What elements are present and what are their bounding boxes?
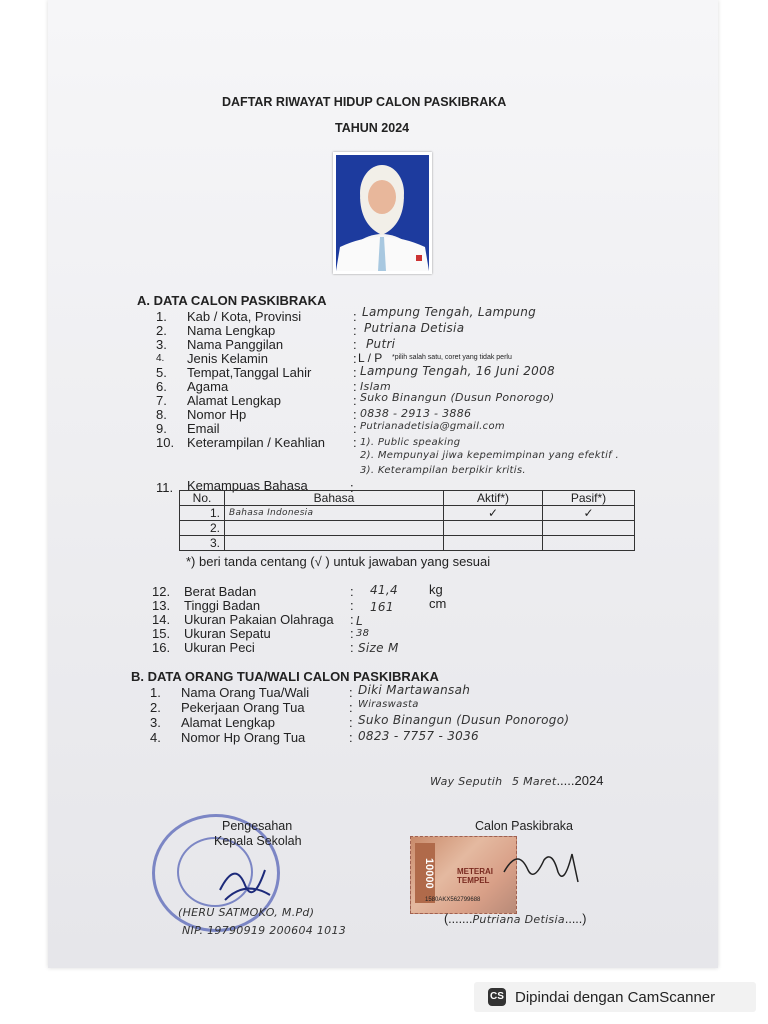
colon: : [349,700,353,715]
item-label: Pekerjaan Orang Tua [181,700,305,715]
approval-title: Pengesahan [222,819,293,833]
colon: : [350,480,354,495]
item-label: Alamat Lengkap [181,715,275,730]
principal-nip: NIP. 19790919 200604 1013 [182,924,347,937]
row-no: 3. [180,536,225,551]
row-bahasa: Bahasa Indonesia [225,506,444,521]
colon: : [353,351,357,366]
item-number: 1. [150,685,161,700]
document-year: TAHUN 2024 [335,121,410,135]
skill-2: 2). Mempunyai jiwa kepemimpinan yang efektif . [360,450,619,461]
camscanner-badge [474,982,756,1012]
colon: : [350,640,354,655]
item-label: Email [187,421,220,436]
header-aktif: Aktif*) [444,491,543,506]
colon: : [353,337,357,352]
principal-title: Kepala Sekolah [214,834,302,848]
item-value: Suko Binangun (Dusun Ponorogo) [360,391,555,404]
item-number: 7. [156,393,167,408]
colon: : [349,715,353,730]
language-label: Kemampuas Bahasa [187,478,308,493]
table-row [180,521,635,536]
colon: : [353,379,357,394]
item-number: 1. [156,309,167,324]
table-note: *) beri tanda centang (√ ) untuk jawaban yang sesuai [186,554,491,569]
row-aktif [444,521,543,536]
row-pasif [543,521,635,536]
candidate-sign-title: Calon Paskibraka [475,819,573,833]
row-no: 2. [180,521,225,536]
camscanner-label: Dipindai dengan CamScanner [515,989,716,1006]
item-number: 3. [156,337,167,352]
item-unit: kg [429,582,443,597]
row-aktif: ✓ [444,506,543,521]
item-value: Putriana Detisia [364,321,465,335]
gender-note: *pilih salah satu, coret yang tidak perlu [392,354,512,361]
portrait-figure [336,155,429,271]
item-value: Putri [366,337,396,351]
item-value: L / P [358,351,383,365]
item-value: Size M [358,641,399,655]
row-pasif [543,536,635,551]
item-value: 38 [356,628,370,639]
item-number: 15. [152,626,171,641]
candidate-photo [333,152,432,274]
item-label: Nama Panggilan [187,337,284,352]
table-header-row [180,491,635,506]
item-value: 0838 - 2913 - 3886 [360,407,472,420]
item-value: 41,4 [370,583,398,597]
header-bahasa: Bahasa [225,491,444,506]
item-value: Wiraswasta [358,699,419,710]
item-label: Ukuran Pakaian Olahraga [184,612,334,627]
row-aktif [444,536,543,551]
item-label: Jenis Kelamin [187,351,268,366]
principal-name: (HERU SATMOKO, M.Pd) [178,906,315,919]
row-bahasa [225,521,444,536]
item-value: Lampung Tengah, 16 Juni 2008 [360,364,555,378]
table-row [180,506,635,521]
item-value: L [356,614,363,628]
item-number: 2. [150,700,161,715]
colon: : [349,685,353,700]
item-label: Kab / Kota, Provinsi [187,309,302,324]
colon: : [353,365,357,380]
item-value: 1). Public speaking [360,437,461,448]
colon: : [353,393,357,408]
signoff-date [430,773,620,788]
item-number: 4. [156,353,165,364]
item-label: Berat Badan [184,584,257,599]
item-number: 3. [150,715,161,730]
colon: : [353,435,357,450]
item-label: Tempat,Tanggal Lahir [187,365,312,380]
item-number: 6. [156,379,167,394]
item-value: 161 [370,600,394,614]
row-pasif: ✓ [543,506,635,521]
signoff-year: 2024 [574,773,604,788]
item-number: 4. [150,730,161,745]
item-label: Keterampilan / Keahlian [187,435,326,450]
item-value: Diki Martawansah [358,683,471,697]
item-number: 16. [152,640,171,655]
item-value: Suko Binangun (Dusun Ponorogo) [358,713,570,727]
item-number: 14. [152,612,171,627]
item-number: 2. [156,323,167,338]
item-value: Putrianadetisia@gmail.com [360,421,505,432]
language-table [179,490,635,551]
section-a-heading: A. DATA CALON PASKIBRAKA [137,293,327,308]
item-number: 9. [156,421,167,436]
item-label: Nama Lengkap [187,323,276,338]
item-value: Islam [360,380,391,393]
table-row [180,536,635,551]
colon: : [353,323,357,338]
item-label: Alamat Lengkap [187,393,281,408]
item-number: 13. [152,598,171,613]
item-label: Nomor Hp Orang Tua [181,730,306,745]
colon: : [350,626,354,641]
colon: : [353,407,357,422]
colon: : [349,730,353,745]
section-b-heading: B. DATA ORANG TUA/WALI CALON PASKIBRAKA [131,669,439,684]
colon: : [350,612,354,627]
candidate-sign-name: (.......Putriana Detisia.....) [444,912,587,926]
item-number: 10. [156,435,175,450]
colon: : [350,598,354,613]
colon: : [353,421,357,436]
header-no: No. [180,491,225,506]
item-value: Lampung Tengah, Lampung [362,305,537,319]
row-bahasa [225,536,444,551]
item-unit: cm [429,596,447,611]
item-number: 8. [156,407,167,422]
candidate-signature [500,842,590,892]
signoff-day: 5 Maret [512,775,557,788]
item-label: Nomor Hp [187,407,247,422]
signoff-place: Way Seputih [430,775,503,788]
header-pasif: Pasif*) [543,491,635,506]
item-label: Agama [187,379,229,394]
paper-sheet [48,0,718,968]
item-number: 5. [156,365,167,380]
camscanner-logo-icon: CS [488,988,506,1006]
item-label: Ukuran Sepatu [184,626,271,641]
item-number: 11. [156,480,174,495]
item-label: Nama Orang Tua/Wali [181,685,310,700]
document-title: DAFTAR RIWAYAT HIDUP CALON PASKIBRAKA [222,95,507,109]
principal-signature [215,850,275,910]
stamp-value: 10000 [415,843,435,903]
item-label: Tinggi Badan [184,598,261,613]
item-value: 0823 - 7757 - 3036 [358,729,479,743]
item-number: 12. [152,584,171,599]
stamp-label: METERAI TEMPEL [457,867,493,885]
item-label: Ukuran Peci [184,640,255,655]
row-no: 1. [180,506,225,521]
colon: : [350,584,354,599]
skill-3: 3). Keterampilan berpikir kritis. [360,465,526,476]
dot-leader: ..... [556,773,575,788]
stamp-code: 1580AKX562799688 [425,897,481,903]
colon: : [353,309,357,324]
